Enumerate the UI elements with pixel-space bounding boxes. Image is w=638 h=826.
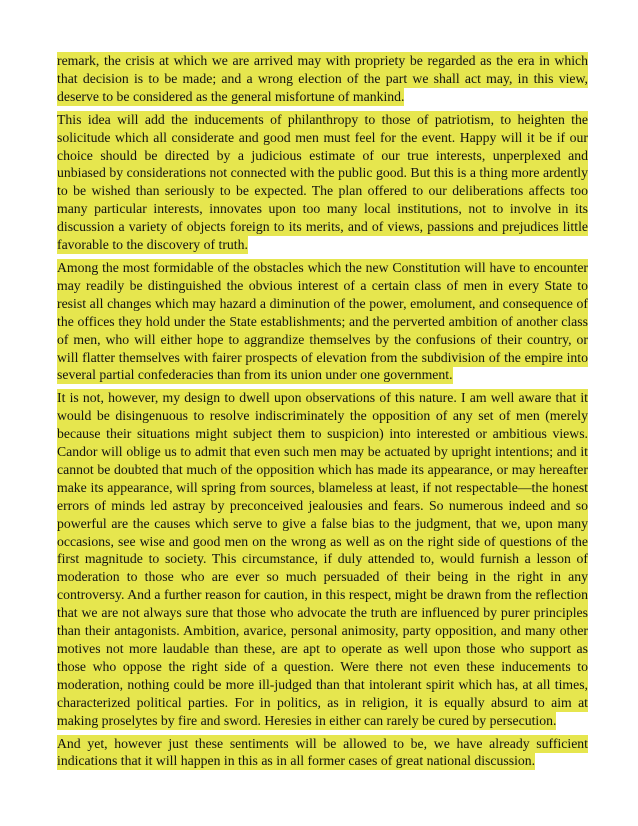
paragraph-2: [57, 111, 588, 254]
paragraph-4: [57, 389, 588, 729]
document-page: [57, 52, 588, 775]
highlighted-text: It is not, however, my design to dwell upon observations of this nature. I am well aware that it would be disingenuous to resolve indiscriminately the opposition of any set of men (merely because their situations might subject them to suspicion) into interested or ambitious views. Candor will oblige us to admit that even such men may be actuated by upright intentions; and it cannot be doubted that much of the opposition which has made its appearance, or may hereafter make its appearance, will spring from sources, blameless at least, if not respectable—the honest errors of minds led astray by preconceived jealousies and fears. So numerous indeed and so powerful are the causes which serve to give a false bias to the judgment, that we, upon many occasions, see wise and good men on the wrong as well as on the right side of questions of the first magnitude to society. This circumstance, if duly attended to, would furnish a lesson of moderation to those who are ever so much persuaded of their being in the right in any controversy. And a further reason for caution, in this respect, might be drawn from the reflection that we are not always sure that those who advocate the truth are influenced by purer principles than their antagonists. Ambition, avarice, personal animosity, party opposition, and many other motives not more laudable than these, are apt to operate as well upon those who support as those who oppose the right side of a question. Were there not even these inducements to moderation, nothing could be more ill-judged than that intolerant spirit which has, at all times, characterized political parties. For in politics, as in religion, it is equally absurd to aim at making proselytes by fire and sword. Heresies in either can rarely be cured by persecution.: [57, 390, 588, 728]
paragraph-5: [57, 735, 588, 771]
highlighted-text: Among the most formidable of the obstacles which the new Constitution will have to encounter may readily be distinguished the obvious interest of a certain class of men in every State to resist all changes which may hazard a diminution of the power, emolument, and consequence of the offices they hold under the State establishments; and the perverted ambition of another class of men, who will either hope to aggrandize themselves by the confusions of their country, or will flatter themselves with fairer prospects of elevation from the subdivision of the empire into several partial confederacies than from its union under one government.: [57, 259, 588, 383]
highlighted-text: This idea will add the inducements of philanthropy to those of patriotism, to heighten the solicitude which all considerate and good men must feel for the event. Happy will it be if our choice should be directed by a judicious estimate of our true interests, unperplexed and unbiased by considerations not connected with the public good. But this is a thing more ardently to be wished than seriously to be expected. The plan offered to our deliberations affects too many particular interests, innovates upon too many local institutions, not to involve in its discussion a variety of objects foreign to its merits, and of views, passions and prejudices little favorable to the discovery of truth.: [57, 111, 588, 253]
paragraph-3: [57, 259, 588, 384]
highlighted-text: remark, the crisis at which we are arrived may with propriety be regarded as the era in which that decision is to be made; and a wrong election of the part we shall act may, in this view, deserve to be considered as the general misfortune of mankind.: [57, 53, 588, 104]
highlighted-text: And yet, however just these sentiments will be allowed to be, we have already sufficient indications that it will happen in this as in all former cases of great national discussion.: [57, 735, 588, 769]
paragraph-1: [57, 52, 588, 106]
